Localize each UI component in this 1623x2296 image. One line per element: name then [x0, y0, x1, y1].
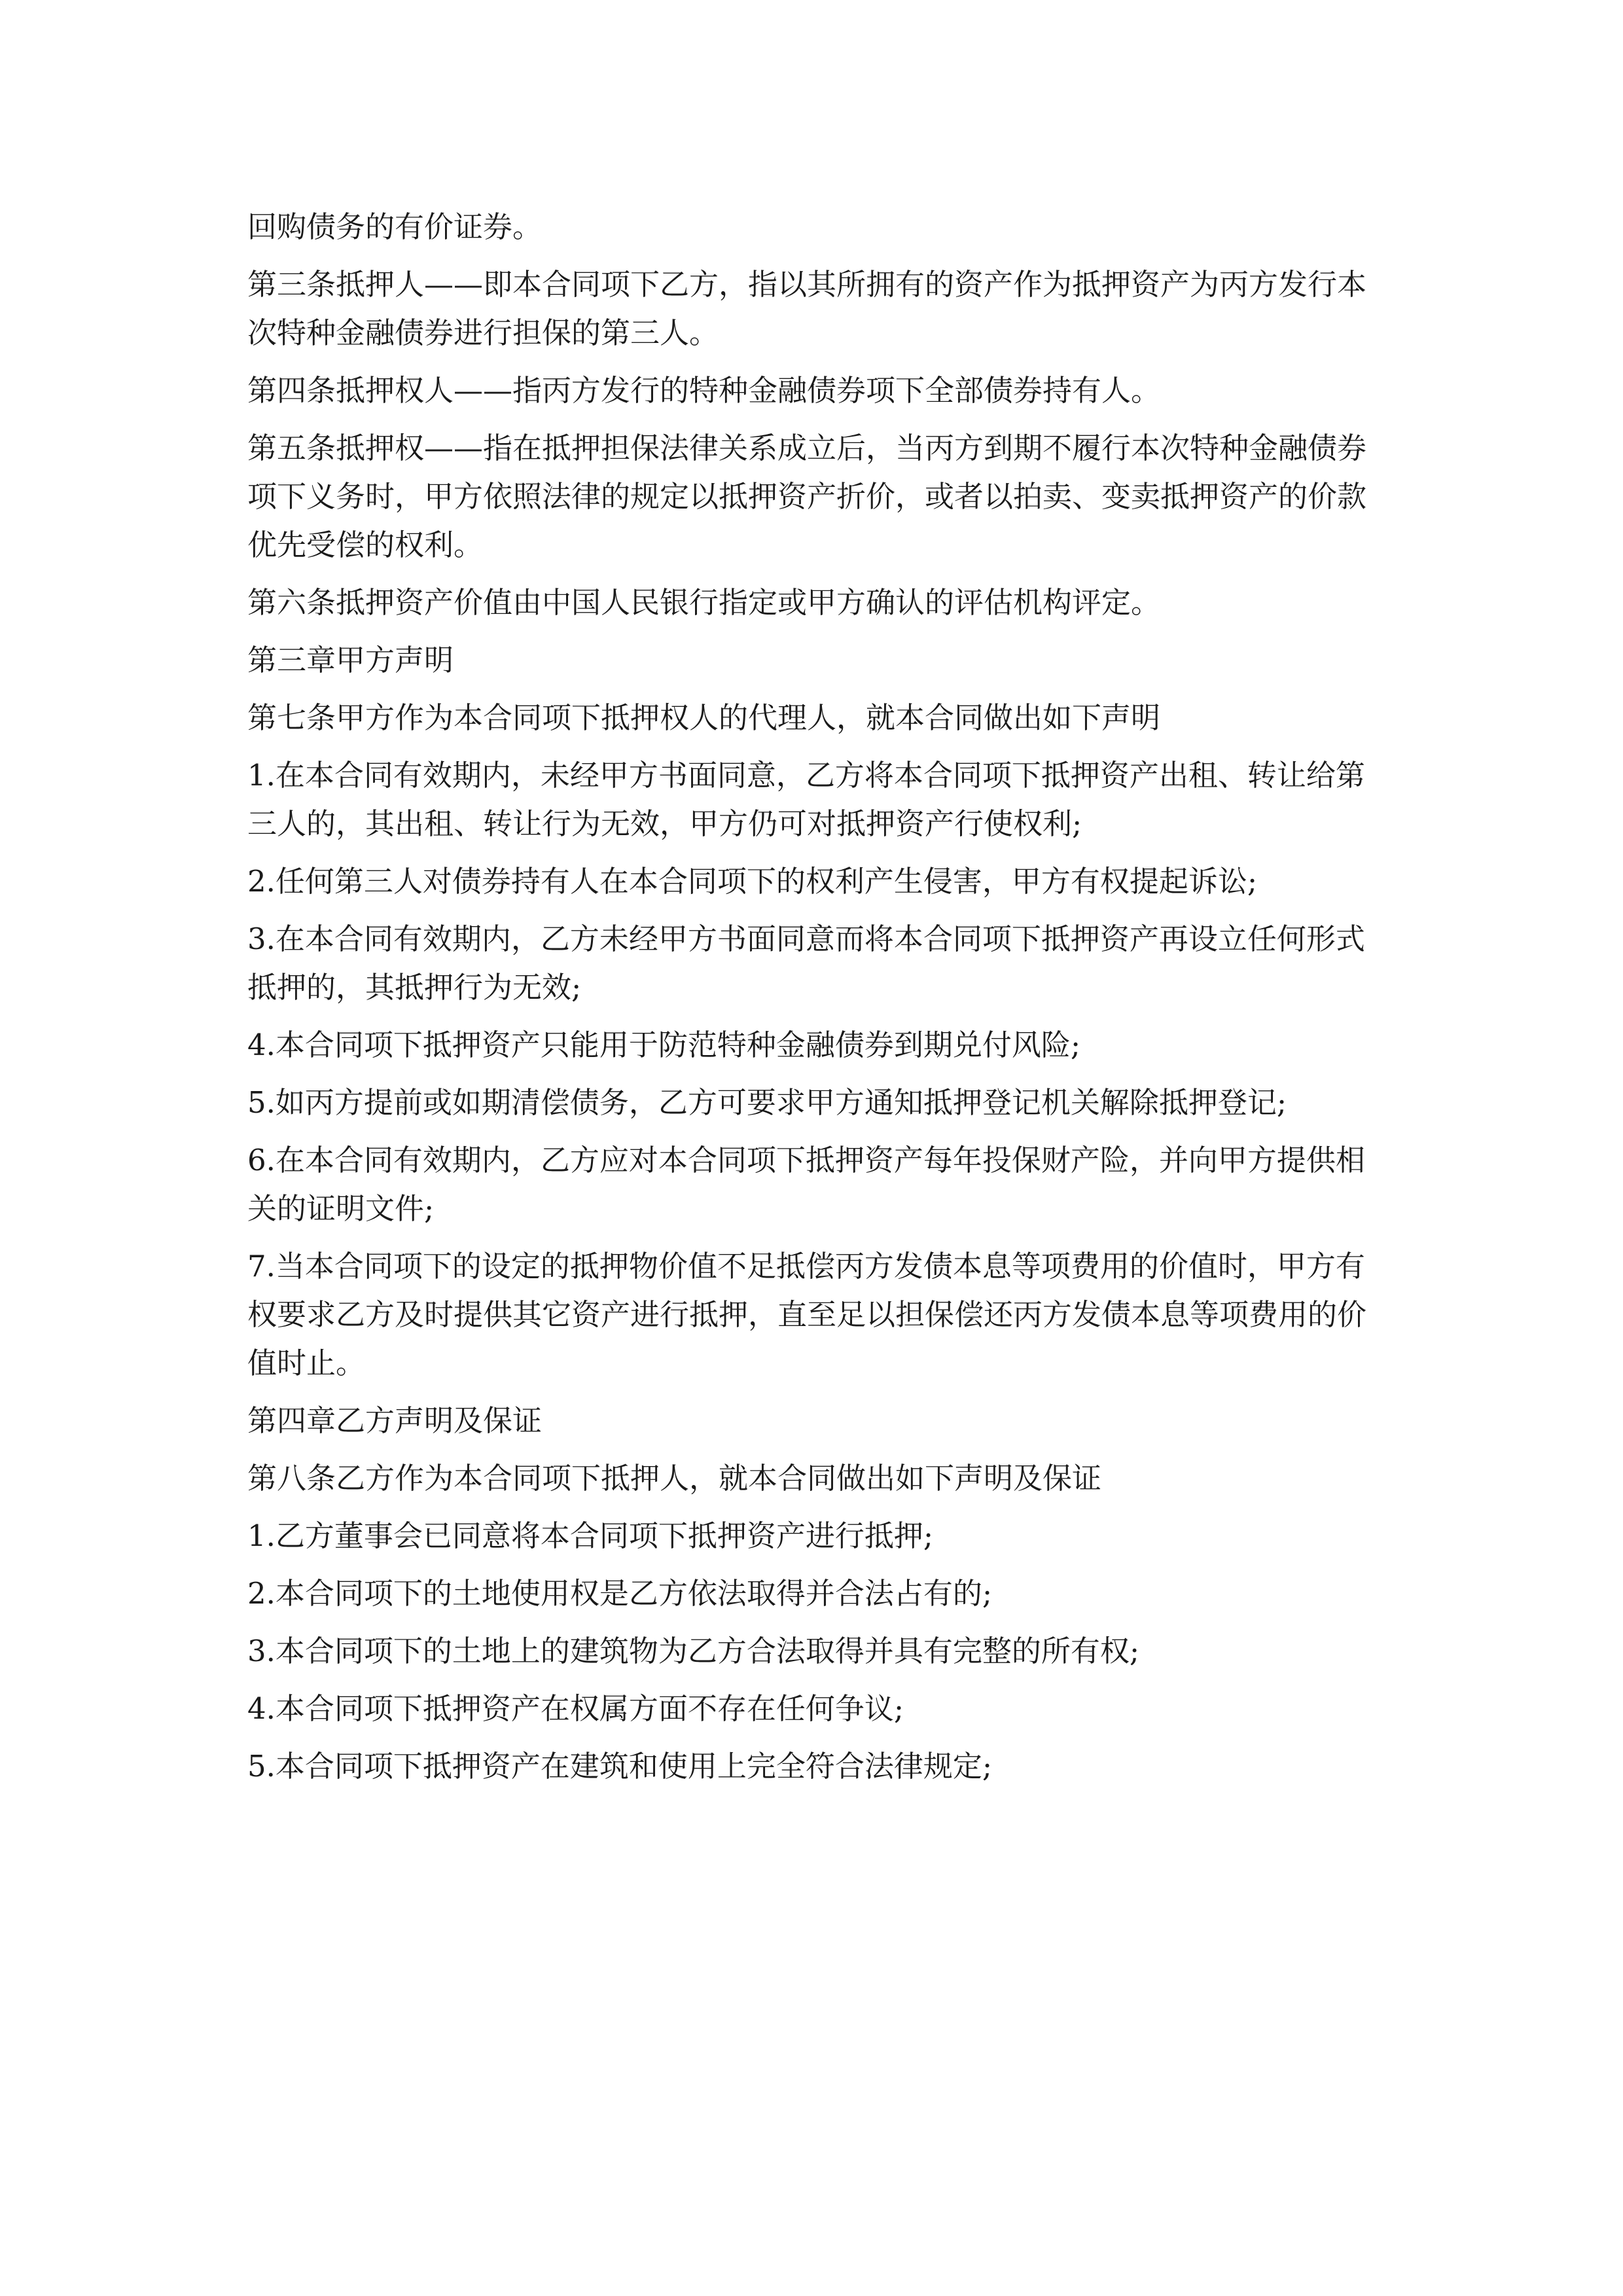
list-item: 5.如丙方提前或如期清偿债务，乙方可要求甲方通知抵押登记机关解除抵押登记; — [247, 1085, 1287, 1120]
list-item: 4.本合同项下抵押资产在权属方面不存在任何争议; — [247, 1691, 904, 1726]
list-item: 5.本合同项下抵押资产在建筑和使用上完全符合法律规定; — [247, 1749, 993, 1784]
paragraph: 第四条抵押权人——指丙方发行的特种金融债券项下全部债券持有人。 — [247, 373, 1161, 408]
list-item: 1.乙方董事会已同意将本合同项下抵押资产进行抵押; — [247, 1518, 934, 1553]
document-body — [247, 203, 1389, 1791]
paragraph: 第七条甲方作为本合同项下抵押权人的代理人，就本合同做出如下声明 — [247, 700, 1161, 735]
chapter-heading: 第三章甲方声明 — [247, 643, 454, 677]
paragraph: 第六条抵押资产价值由中国人民银行指定或甲方确认的评估机构评定。 — [247, 585, 1161, 620]
list-item: 6.在本合同有效期内，乙方应对本合同项下抵押资产每年投保财产险，并向甲方提供相关的证明文件; — [247, 1143, 1365, 1226]
list-item: 7.当本合同项下的设定的抵押物价值不足抵偿丙方发债本息等项费用的价值时，甲方有权要求乙方及时提供其它资产进行抵押，直至足以担保偿还丙方发债本息等项费用的价值时止。 — [247, 1249, 1367, 1380]
paragraph: 第五条抵押权——指在抵押担保法律关系成立后，当丙方到期不履行本次特种金融债券项下义务时，甲方依照法律的规定以抵押资产折价，或者以拍卖、变卖抵押资产的价款优先受偿的权利。 — [247, 431, 1367, 562]
paragraph: 回购债务的有价证券。 — [247, 209, 543, 244]
chapter-heading: 第四章乙方声明及保证 — [247, 1403, 543, 1438]
list-item: 2.任何第三人对债券持有人在本合同项下的权利产生侵害，甲方有权提起诉讼; — [247, 864, 1258, 899]
list-item: 2.本合同项下的土地使用权是乙方依法取得并合法占有的; — [247, 1576, 993, 1611]
list-item: 3.在本合同有效期内，乙方未经甲方书面同意而将本合同项下抵押资产再设立任何形式抵押的，其抵押行为无效; — [247, 922, 1365, 1005]
list-item: 4.本合同项下抵押资产只能用于防范特种金融债券到期兑付风险; — [247, 1028, 1081, 1062]
list-item: 3.本合同项下的土地上的建筑物为乙方合法取得并具有完整的所有权; — [247, 1634, 1140, 1668]
paragraph: 第八条乙方作为本合同项下抵押人，就本合同做出如下声明及保证 — [247, 1461, 1102, 1496]
paragraph: 第三条抵押人——即本合同项下乙方，指以其所拥有的资产作为抵押资产为丙方发行本次特种金融债券进行担保的第三人。 — [247, 267, 1367, 350]
list-item: 1.在本合同有效期内，未经甲方书面同意，乙方将本合同项下抵押资产出租、转让给第三人的，其出租、转让行为无效，甲方仍可对抵押资产行使权利; — [247, 758, 1365, 841]
